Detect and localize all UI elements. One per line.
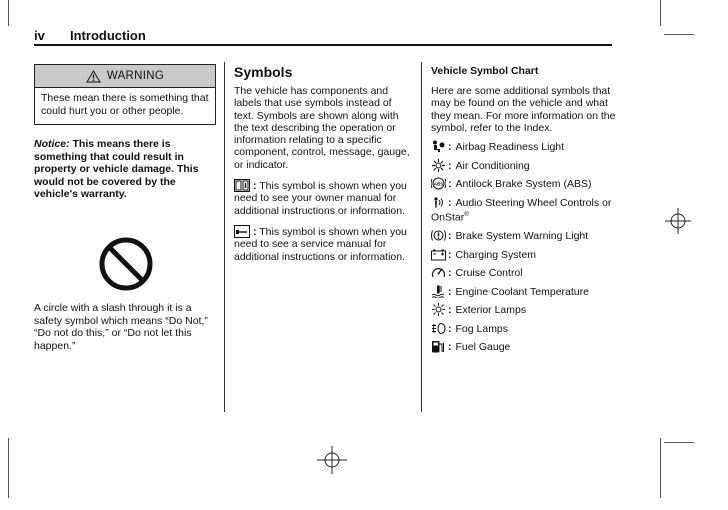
cruise-control-icon — [431, 266, 446, 279]
owner-manual-icon — [234, 179, 250, 192]
registration-mark-bottom-icon — [317, 446, 347, 474]
page-number: iv — [34, 28, 45, 43]
column-right — [431, 64, 616, 354]
symbol-label: Fog Lamps — [455, 322, 509, 335]
symbol-label: Fuel Gauge — [455, 341, 511, 354]
registration-mark-right-icon — [665, 208, 691, 234]
steering-audio-icon — [431, 196, 446, 209]
coolant-temperature-icon — [431, 285, 446, 298]
symbol-label: Charging System — [455, 248, 537, 261]
symbol-item-charging: : Charging System — [431, 248, 616, 262]
column-middle — [234, 64, 412, 271]
service-manual-icon — [234, 225, 250, 238]
brake-warning-icon — [431, 229, 446, 242]
crop-mark-bottom-left — [8, 438, 9, 498]
symbol-label: Cruise Control — [455, 267, 523, 280]
symbol-label: Air Conditioning — [455, 159, 530, 172]
air-conditioning-icon — [431, 159, 446, 172]
symbol-item-coolant: : Engine Coolant Temperature — [431, 285, 616, 299]
symbol-item-brake-warning: : Brake System Warning Light — [431, 229, 616, 243]
symbol-item-fog-lamps: : Fog Lamps — [431, 322, 616, 336]
airbag-icon — [431, 140, 446, 153]
notice-label: Notice: — [34, 138, 70, 150]
warning-text: These mean there is something that could hurt you or other people. — [41, 92, 209, 117]
circle-slash-caption: A circle with a slash through it is a safety symbol which means “Do Not,” “Do not do this,” or “Do not let this happen.” — [34, 302, 208, 352]
owner-manual-text: This symbol is shown when you need to see your owner manual for additional instructions or information. — [234, 180, 407, 217]
symbol-item-audio-steering: : Audio Steering Wheel Controls or OnStar® — [431, 196, 612, 224]
page-title: Introduction — [70, 28, 146, 43]
svg-text:ABS: ABS — [433, 181, 444, 187]
header-rule — [34, 44, 612, 46]
crop-mark-top-left — [8, 0, 9, 26]
symbol-item-abs: ABS : Antilock Brake System (ABS) — [431, 177, 616, 191]
column-left — [34, 64, 216, 352]
symbol-item-exterior-lamps: : Exterior Lamps — [431, 303, 616, 317]
symbol-label: Engine Coolant Temperature — [455, 285, 589, 298]
symbol-label: Audio Steering Wheel Controls or OnStar — [431, 196, 612, 224]
crop-mark-bottom-right-h — [664, 442, 694, 443]
warning-label: WARNING — [106, 70, 165, 82]
fuel-gauge-icon — [431, 340, 446, 353]
column-divider-2 — [421, 62, 422, 412]
vehicle-symbol-chart-intro: Here are some additional symbols that may be found on the vehicle and what they mean. For more information on the symbol, refer to the Index. — [431, 85, 616, 134]
notice-text: This means there is something that could result in property or vehicle damage. This would not be covered by the vehicle's warranty. — [34, 138, 199, 200]
warning-triangle-icon — [86, 70, 101, 83]
crop-mark-bottom-right-v — [660, 438, 661, 498]
symbols-intro: The vehicle has components and labels that use symbols instead of text. Symbols are shown along with the text describing the operation or information relating to a specific component, control, message, gauge, or indicator. — [234, 85, 410, 171]
service-manual-text: This symbol is shown when you need to see a service manual for additional instructions or information. — [234, 225, 407, 263]
crop-mark-top-right-v — [660, 0, 661, 26]
owner-manual-paragraph — [234, 179, 412, 217]
service-manual-paragraph — [234, 225, 412, 263]
column-divider-1 — [224, 62, 225, 412]
symbol-label: Antilock Brake System (ABS) — [455, 178, 592, 191]
fog-lamps-icon — [431, 322, 446, 335]
vehicle-symbol-chart-heading: Vehicle Symbol Chart — [431, 65, 539, 77]
symbol-label: Airbag Readiness Light — [455, 141, 565, 154]
warning-box — [34, 64, 216, 125]
symbol-item-air-conditioning: : Air Conditioning — [431, 159, 616, 173]
crop-mark-top-right-h — [664, 34, 694, 35]
battery-icon — [431, 248, 446, 261]
symbol-item-cruise: : Cruise Control — [431, 266, 616, 280]
exterior-lamps-icon — [431, 303, 446, 316]
circle-slash-icon — [98, 236, 154, 292]
abs-icon — [431, 177, 446, 190]
symbol-label: Exterior Lamps — [455, 304, 527, 317]
symbol-label: Brake System Warning Light — [455, 230, 589, 243]
symbol-item-airbag: : Airbag Readiness Light — [431, 140, 616, 154]
colon-separator: : — [253, 225, 257, 238]
warning-header — [35, 65, 215, 88]
notice-paragraph — [34, 138, 216, 201]
registered-trademark: ® — [464, 212, 469, 219]
symbols-heading: Symbols — [234, 64, 293, 80]
colon-separator: : — [253, 180, 257, 193]
symbol-item-fuel-gauge: : Fuel Gauge — [431, 340, 616, 354]
